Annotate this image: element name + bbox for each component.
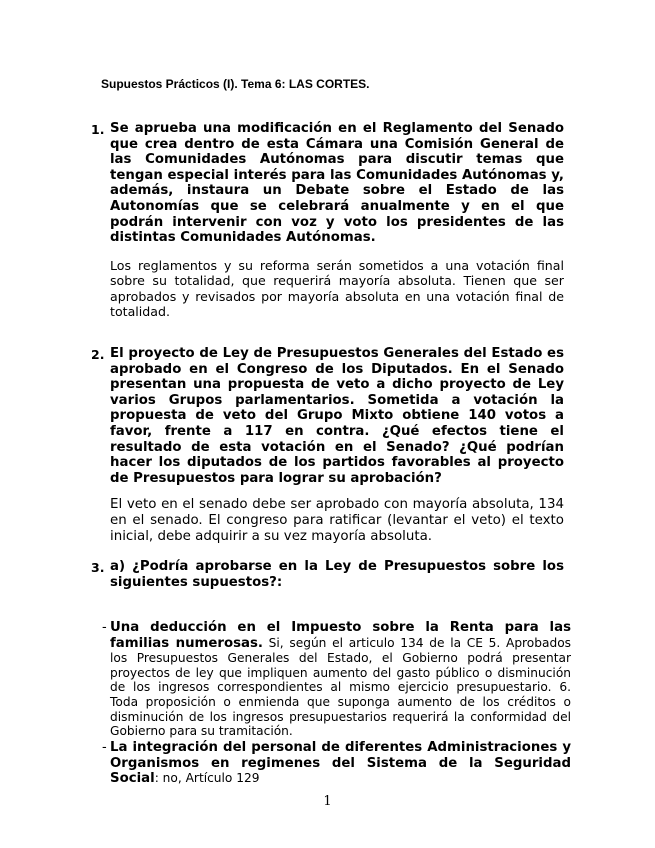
list-bullet: -	[102, 740, 107, 755]
page-title: Supuestos Prácticos (I). Tema 6: LAS CORTES.	[101, 77, 370, 91]
answer-text: El veto en el senado debe ser aprobado con mayoría absoluta, 134 en el senado. El congreso para ratificar (levantar el veto) el texto inicial, debe adquirir a su vez mayoría absoluta.	[110, 497, 564, 544]
list-item-heading: La integración del personal de diferentes Administraciones y Organismos en regimenes del Sistema de la Seguridad Social	[110, 740, 571, 787]
question-number: 2.	[91, 347, 105, 362]
list-item-text: Si, según el articulo 134 de la CE 5. Aprobados los Presupuestos Generales del Estado, el Gobierno podrá presentar proyectos de ley que impliquen aumento del gasto público o disminución de los ingresos correspondientes al mismo ejercicio presupuestario. 6. Toda proposición o enmienda que suponga aumento de los créditos o disminución de los ingresos presupuestarios requerirá la conformidad del Gobierno para su tramitación.	[110, 635, 571, 739]
question-number: 1.	[91, 122, 105, 137]
question-text: a) ¿Podría aprobarse en la Ley de Presupuestos sobre los siguientes supuestos?:	[110, 559, 564, 590]
list-item-text: : no, Artículo 129	[154, 771, 260, 786]
list-bullet: -	[102, 620, 107, 635]
list-item-heading: Una deducción en el Impuesto sobre la Renta para las familias numerosas.	[110, 620, 571, 651]
question-number: 3.	[91, 560, 105, 575]
question-text: Se aprueba una modificación en el Reglamento del Senado que crea dentro de esta Cámara una Comisión General de las Comunidades Autónomas para discutir temas que tengan especial interés para las Comunidades Autónomas y, además, instaura un Debate sobre el Estado de las Autonomías que se celebrará anualmente y en el que podrán intervenir con voz y voto los presidentes de las distintas Comunidades Autónomas.	[110, 121, 564, 246]
question-text: El proyecto de Ley de Presupuestos Generales del Estado es aprobado en el Congreso de los Diputados. En el Senado presentan una propuesta de veto a dicho proyecto de Ley varios Grupos parlamentarios. Sometida a votación la propuesta de veto del Grupo Mixto obtiene 140 votos a favor, frente a 117 en contra. ¿Qué efectos tiene el resultado de esta votación en el Senado? ¿Qué podrían hacer los diputados de los partidos favorables al proyecto de Presupuestos para lograr su aprobación?	[110, 346, 564, 486]
page-number: 1	[323, 794, 332, 809]
list-item	[110, 740, 571, 787]
answer-text: Los reglamentos y su reforma serán sometidos a una votación final sobre su totalidad, que requerirá mayoría absoluta. Tienen que ser aprobados y revisados por mayoría absoluta en una votación final de totalidad.	[110, 258, 564, 320]
list-item	[110, 620, 571, 739]
